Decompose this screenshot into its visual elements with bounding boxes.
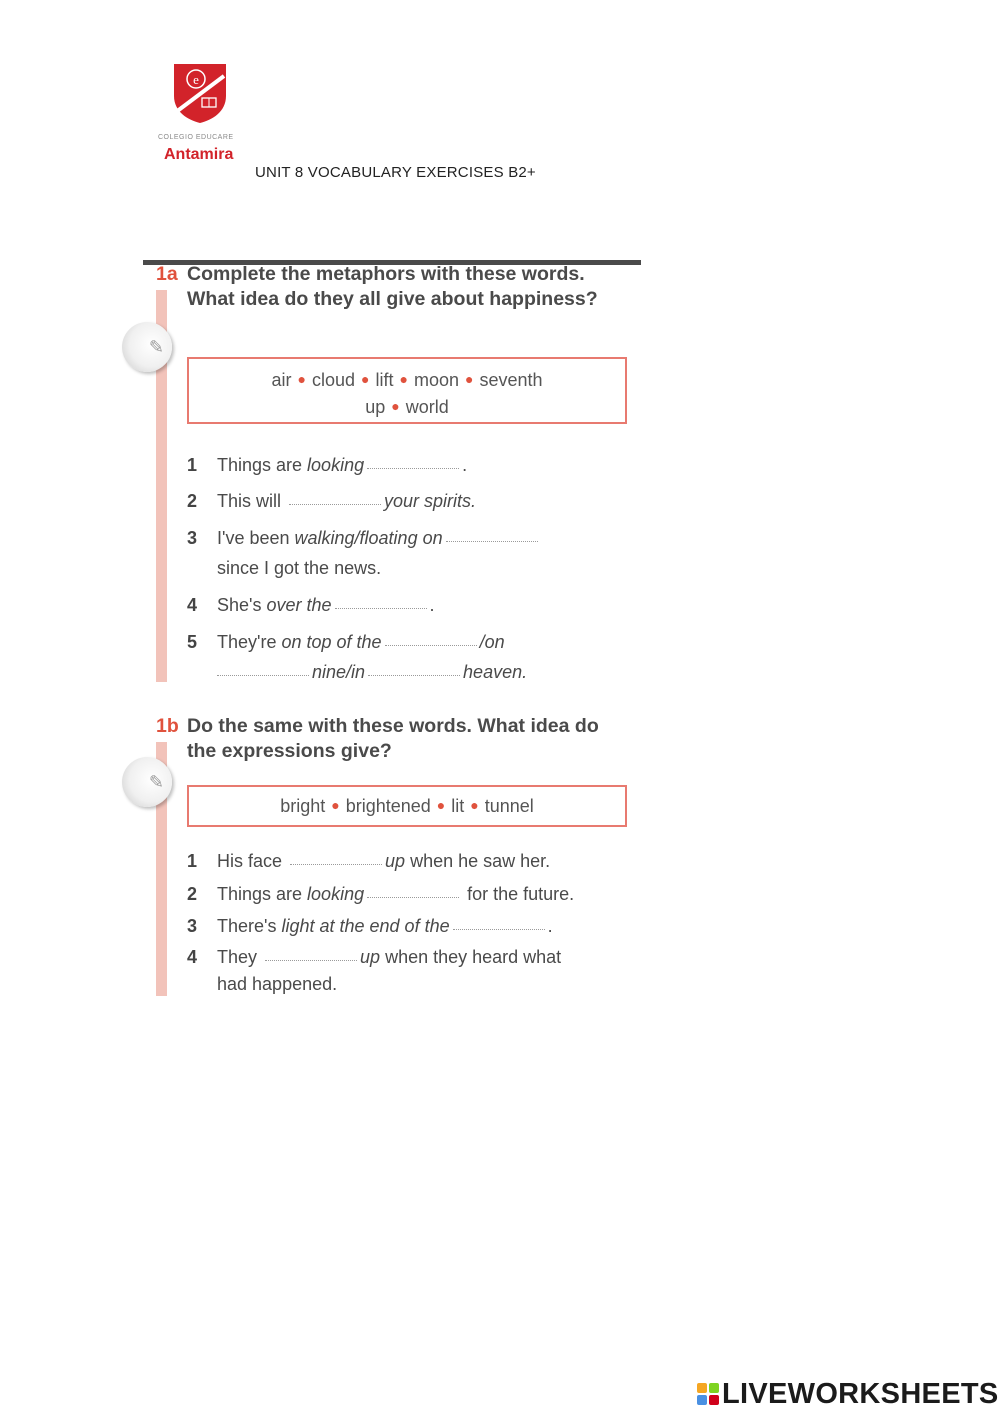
exercise-a-heading — [156, 262, 627, 312]
exercise-item: 2 This will your spirits. — [187, 491, 477, 511]
pencil-icon: ✎ — [122, 322, 172, 372]
school-logo — [150, 58, 245, 168]
logo-tile — [709, 1395, 719, 1405]
word-chip: bright — [280, 796, 326, 816]
logo-tile — [709, 1383, 719, 1393]
answer-blank[interactable] — [453, 928, 545, 930]
watermark-text: LIVEWORKSHEETS — [722, 1377, 999, 1410]
answer-blank[interactable] — [446, 540, 538, 542]
exercise-b-heading — [156, 714, 627, 764]
bullet-icon: ● — [297, 371, 306, 387]
bullet-icon: ● — [331, 797, 340, 813]
word-chip: tunnel — [484, 796, 534, 816]
answer-blank[interactable] — [217, 674, 309, 676]
bullet-icon: ● — [391, 398, 400, 414]
answer-blank[interactable] — [290, 863, 382, 865]
word-chip: brightened — [345, 796, 431, 816]
exercise-b-word-box — [187, 785, 627, 827]
word-chip: moon — [413, 370, 459, 390]
word-chip: up — [365, 397, 386, 417]
liveworksheets-logo-icon — [697, 1383, 719, 1405]
word-chip: seventh — [479, 370, 543, 390]
logo-name: Antamira — [164, 146, 234, 163]
crest-letter: e — [193, 72, 199, 87]
word-chip: lit — [451, 796, 465, 816]
exercise-item: 4 She's over the . — [187, 595, 435, 615]
word-box-line-2 — [189, 394, 625, 421]
exercise-item: 4 They up when they heard what had happened. — [187, 947, 562, 994]
answer-blank[interactable] — [335, 607, 427, 609]
answer-blank[interactable] — [385, 644, 477, 646]
exercise-item: 2 Things are looking for the future. — [187, 884, 575, 904]
bullet-icon: ● — [464, 371, 474, 387]
word-chip: cloud — [311, 370, 356, 390]
liveworksheets-watermark — [697, 1376, 999, 1412]
word-chip: air — [271, 370, 292, 390]
answer-blank[interactable] — [368, 674, 460, 676]
logo-motto: COLEGIO EDUCARE — [158, 134, 234, 141]
bullet-icon: ● — [361, 371, 370, 387]
bullet-icon: ● — [399, 371, 408, 387]
word-chip: lift — [375, 370, 394, 390]
exercise-item: 5 They're on top of the /on nine/in heaven. — [187, 632, 528, 682]
bullet-icon: ● — [470, 797, 479, 813]
bullet-icon: ● — [436, 797, 446, 813]
document-title: UNIT 8 VOCABULARY EXERCISES B2+ — [255, 164, 536, 181]
pencil-icon: ✎ — [122, 757, 172, 807]
logo-tile — [697, 1383, 707, 1393]
word-chip: world — [405, 397, 449, 417]
exercise-item: 1 Things are looking . — [187, 455, 468, 475]
exercise-item: 3 I've been walking/floating on since I got the news. — [187, 523, 627, 585]
exercise-item: 1 His face up when he saw her. — [187, 851, 551, 871]
exercise-b-heading-text: Do the same with these words. What idea do the expressions give? — [187, 715, 599, 762]
exercise-a-word-box — [187, 357, 627, 424]
exercise-b-number: 1b — [156, 715, 179, 737]
school-crest-icon — [172, 62, 228, 124]
answer-blank[interactable] — [367, 896, 459, 898]
answer-blank[interactable] — [367, 467, 459, 469]
logo-tile — [697, 1395, 707, 1405]
answer-blank[interactable] — [289, 503, 381, 505]
answer-blank[interactable] — [265, 959, 357, 961]
exercise-a-number: 1a — [156, 263, 178, 285]
exercise-item: 3 There's light at the end of the . — [187, 916, 553, 936]
word-box-line-1 — [189, 367, 625, 394]
exercise-a-heading-text: Complete the metaphors with these words. What idea do they all give about happiness? — [187, 263, 598, 310]
